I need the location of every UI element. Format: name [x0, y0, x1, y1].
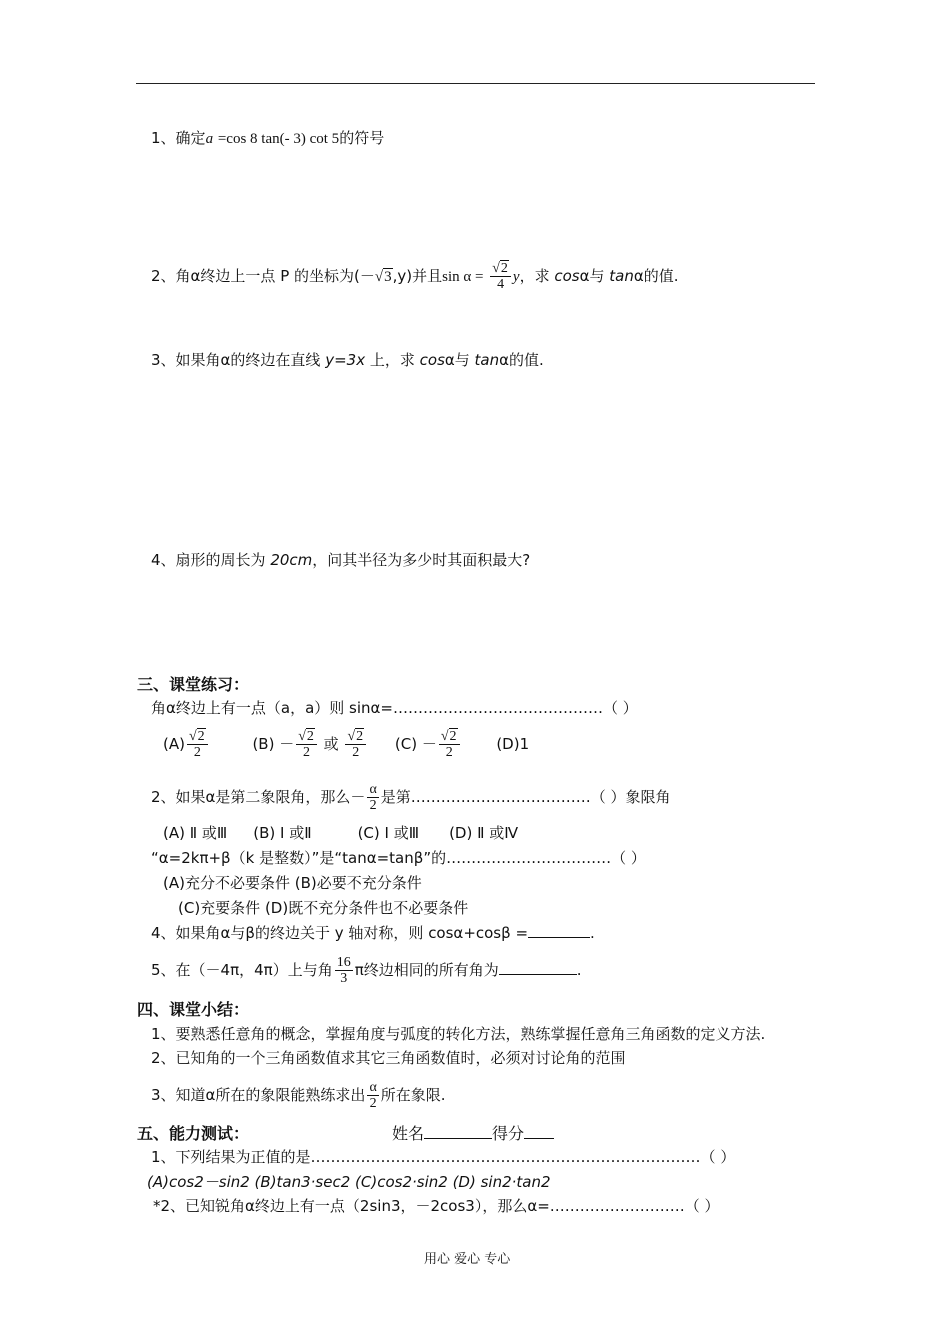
summary-2: 2、已知角的一个三角函数值求其它三角函数值时，必须对讨论角的范围: [151, 1049, 626, 1067]
question-3: 3、如果角α的终边在直线 y=3x 上，求 cosα与 tanα的值.: [151, 351, 544, 369]
fraction-sqrt2-over-4: $\frac{√2}{4}$: [490, 261, 511, 292]
question-2: 2、角α终边上一点 P 的坐标为(－√3,y)并且sin α = $\frac{√2}{4}$ y，求 cosα与 tanα的值.: [151, 261, 679, 292]
practice-1: 角α终边上有一点（a，a）则 sinα=……………………………………（ ）: [151, 699, 638, 717]
practice-4: 4、如果角α与β的终边关于 y 轴对称，则 cosα+cosβ = .: [151, 924, 595, 942]
summary-3: 3、知道α所在的象限能熟练求出 $\frac{\alpha}{2}$ 所在象限.: [151, 1080, 446, 1111]
practice-3: “α=2kπ+β（k 是整数）”是“tanα=tanβ”的……………………………（ ）: [151, 849, 646, 867]
summary-1: 1、要熟悉任意角的概念，掌握角度与弧度的转化方法，熟练掌握任意角三角函数的定义方法.: [151, 1025, 766, 1043]
section-4-title: 四、课堂小结：: [137, 1000, 250, 1019]
answer-blank: [499, 960, 577, 975]
question-1: 1、确定a =cos 8 tan(- 3) cot 5的符号: [151, 129, 385, 147]
name-score-line: 姓名 得分: [392, 1124, 554, 1144]
answer-blank: [528, 923, 590, 938]
practice-3-options-2: (C)充要条件 (D)既不充分条件也不必要条件: [178, 899, 469, 917]
test-2: *2、已知锐角α终边上有一点（2sin3，－2cos3），那么α=………………………（ ）: [153, 1197, 720, 1215]
test-1: 1、下列结果为正值的是……………………………………………………………………（ ）: [151, 1148, 736, 1166]
sqrt-3: √3: [374, 269, 392, 285]
practice-5: 5、在（－4π，4π）上与角 $\frac{16}{3}$ π终边相同的所有角为 .: [151, 955, 582, 986]
practice-2: 2、如果α是第二象限角，那么－ $\frac{\alpha}{2}$ 是第………………………………（ ）象限角: [151, 782, 671, 813]
name-blank: [424, 1124, 492, 1139]
section-3-title: 三、课堂练习：: [137, 675, 250, 694]
footer: 用心 爱心 专心: [424, 1252, 511, 1267]
section-5-title: 五、能力测试：: [137, 1124, 250, 1143]
practice-3-options-1: (A)充分不必要条件 (B)必要不充分条件: [163, 874, 422, 892]
question-4: 4、扇形的周长为 20cm，问其半径为多少时其面积最大?: [151, 551, 531, 569]
test-1-options: (A)cos2－sin2 (B)tan3·sec2 (C)cos2·sin2 (D) sin2·tan2: [147, 1173, 551, 1191]
header-rule: [136, 83, 815, 84]
practice-2-options: (A) Ⅱ 或Ⅲ (B) Ⅰ 或Ⅱ (C) Ⅰ 或Ⅲ (D) Ⅱ 或Ⅳ: [163, 824, 519, 842]
score-blank: [524, 1124, 554, 1139]
practice-1-options: (A) $\frac{√2}{2}$ (B) － $\frac{√2}{2}$ 或 $\frac{√2}{2}$ (C) － $\frac{√2}{2}$ (D)1: [163, 729, 530, 760]
